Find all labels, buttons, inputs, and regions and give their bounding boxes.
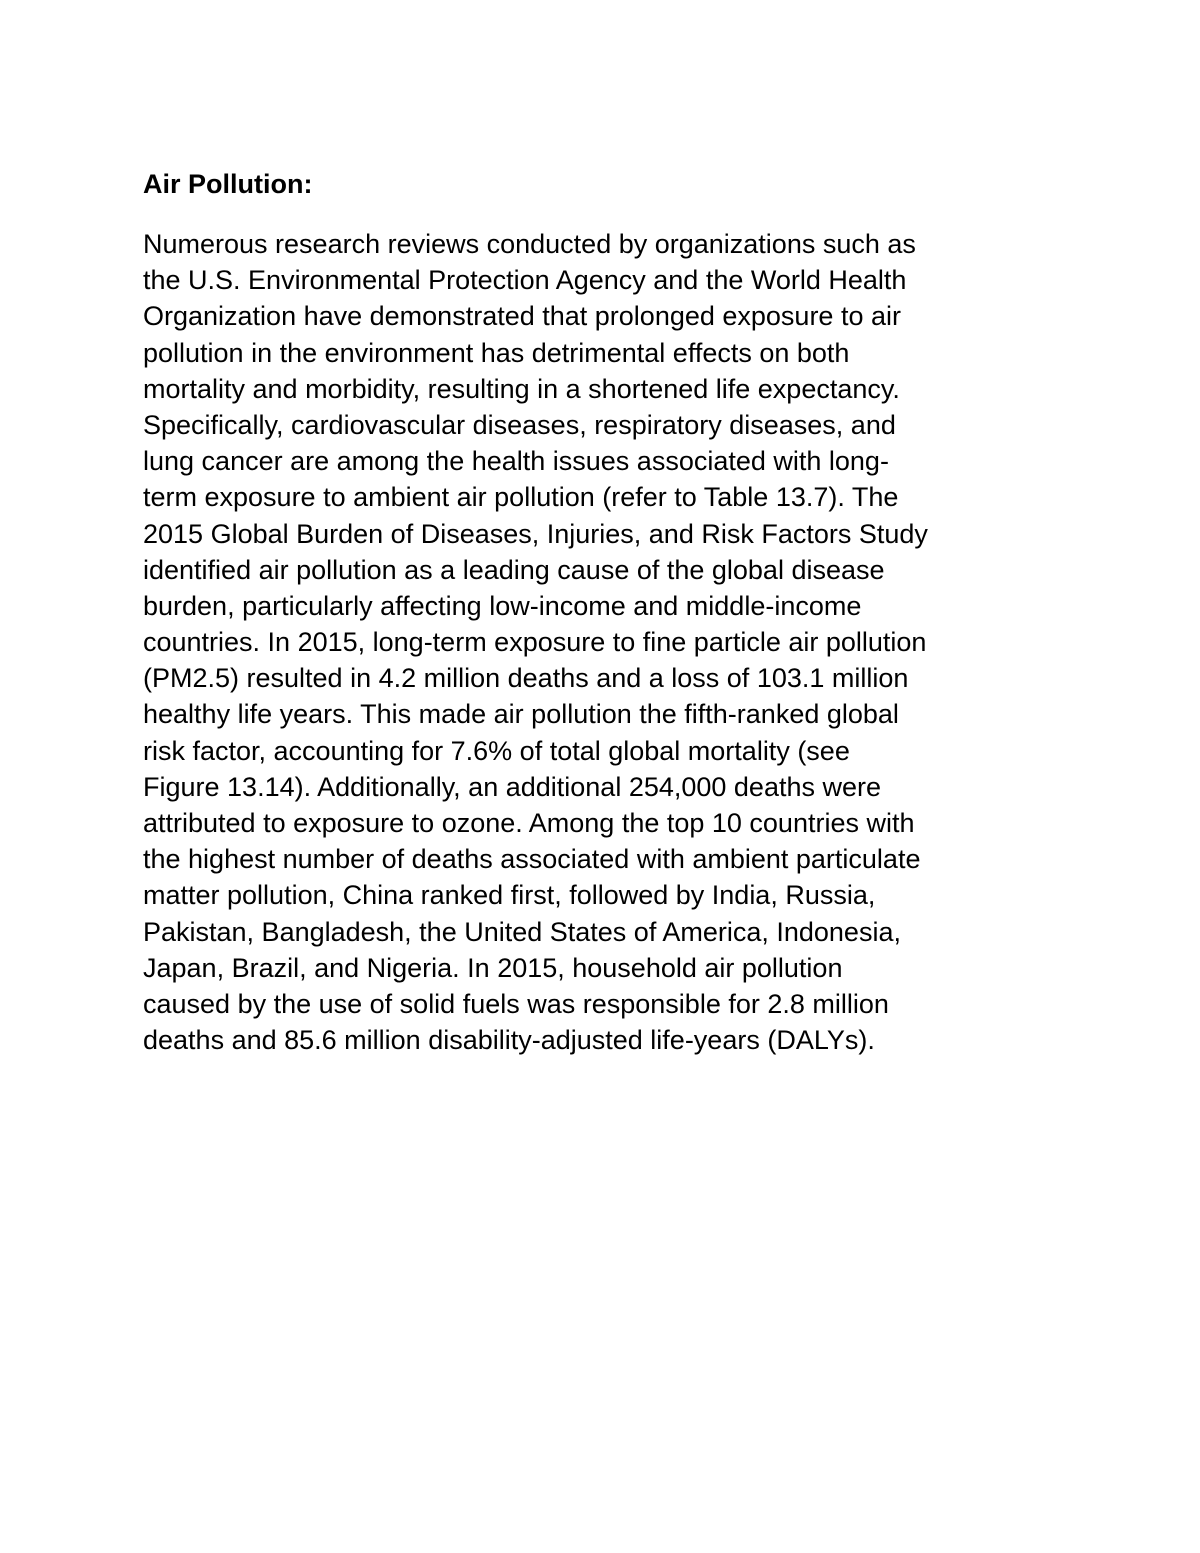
text-line: healthy life years. This made air pollution the fifth-ranked global: [143, 699, 899, 730]
text-line: Numerous research reviews conducted by organizations such as: [143, 229, 916, 259]
text-line: Pakistan, Bangladesh, the United States of America, Indonesia,: [143, 916, 901, 947]
text-line: attributed to exposure to ozone. Among the top 10 countries with: [143, 808, 915, 838]
text-line: pollution in the environment has detrimental effects on both: [143, 337, 850, 368]
text-line: matter pollution, China ranked first, followed by India, Russia,: [143, 880, 876, 911]
text-line: deaths and 85.6 million disability-adjusted life-years (DALYs).: [143, 1025, 875, 1056]
text-line: Figure 13.14). Additionally, an additional 254,000 deaths were: [143, 771, 882, 802]
text-line: 2015 Global Burden of Diseases, Injuries, and Risk Factors Study: [143, 518, 928, 549]
text-line: identified air pollution as a leading cause of the global disease: [143, 554, 885, 585]
text-line: lung cancer are among the health issues associated with long-: [143, 446, 889, 477]
text-line: countries. In 2015, long-term exposure to fine particle air pollution: [143, 627, 927, 658]
text-line: mortality and morbidity, resulting in a shortened life expectancy.: [143, 373, 900, 404]
text-line: risk factor, accounting for 7.6% of total global mortality (see: [143, 735, 850, 766]
text-line: Japan, Brazil, and Nigeria. In 2015, household air pollution: [143, 952, 843, 983]
text-line: the U.S. Environmental Protection Agency and the World Health: [143, 265, 907, 296]
text-line: Specifically, cardiovascular diseases, respiratory diseases, and: [143, 409, 896, 440]
text-line: (PM2.5) resulted in 4.2 million deaths and a loss of 103.1 million: [143, 663, 909, 694]
document-heading: Air Pollution:: [143, 169, 313, 199]
text-line: the highest number of deaths associated with ambient particulate: [143, 844, 921, 875]
body-paragraph: [143, 226, 1103, 1058]
text-line: caused by the use of solid fuels was responsible for 2.8 million: [143, 988, 889, 1019]
text-line: burden, particularly affecting low-income and middle-income: [143, 590, 862, 621]
text-line: Organization have demonstrated that prolonged exposure to air: [143, 301, 901, 332]
text-line: term exposure to ambient air pollution (refer to Table 13.7). The: [143, 482, 899, 513]
